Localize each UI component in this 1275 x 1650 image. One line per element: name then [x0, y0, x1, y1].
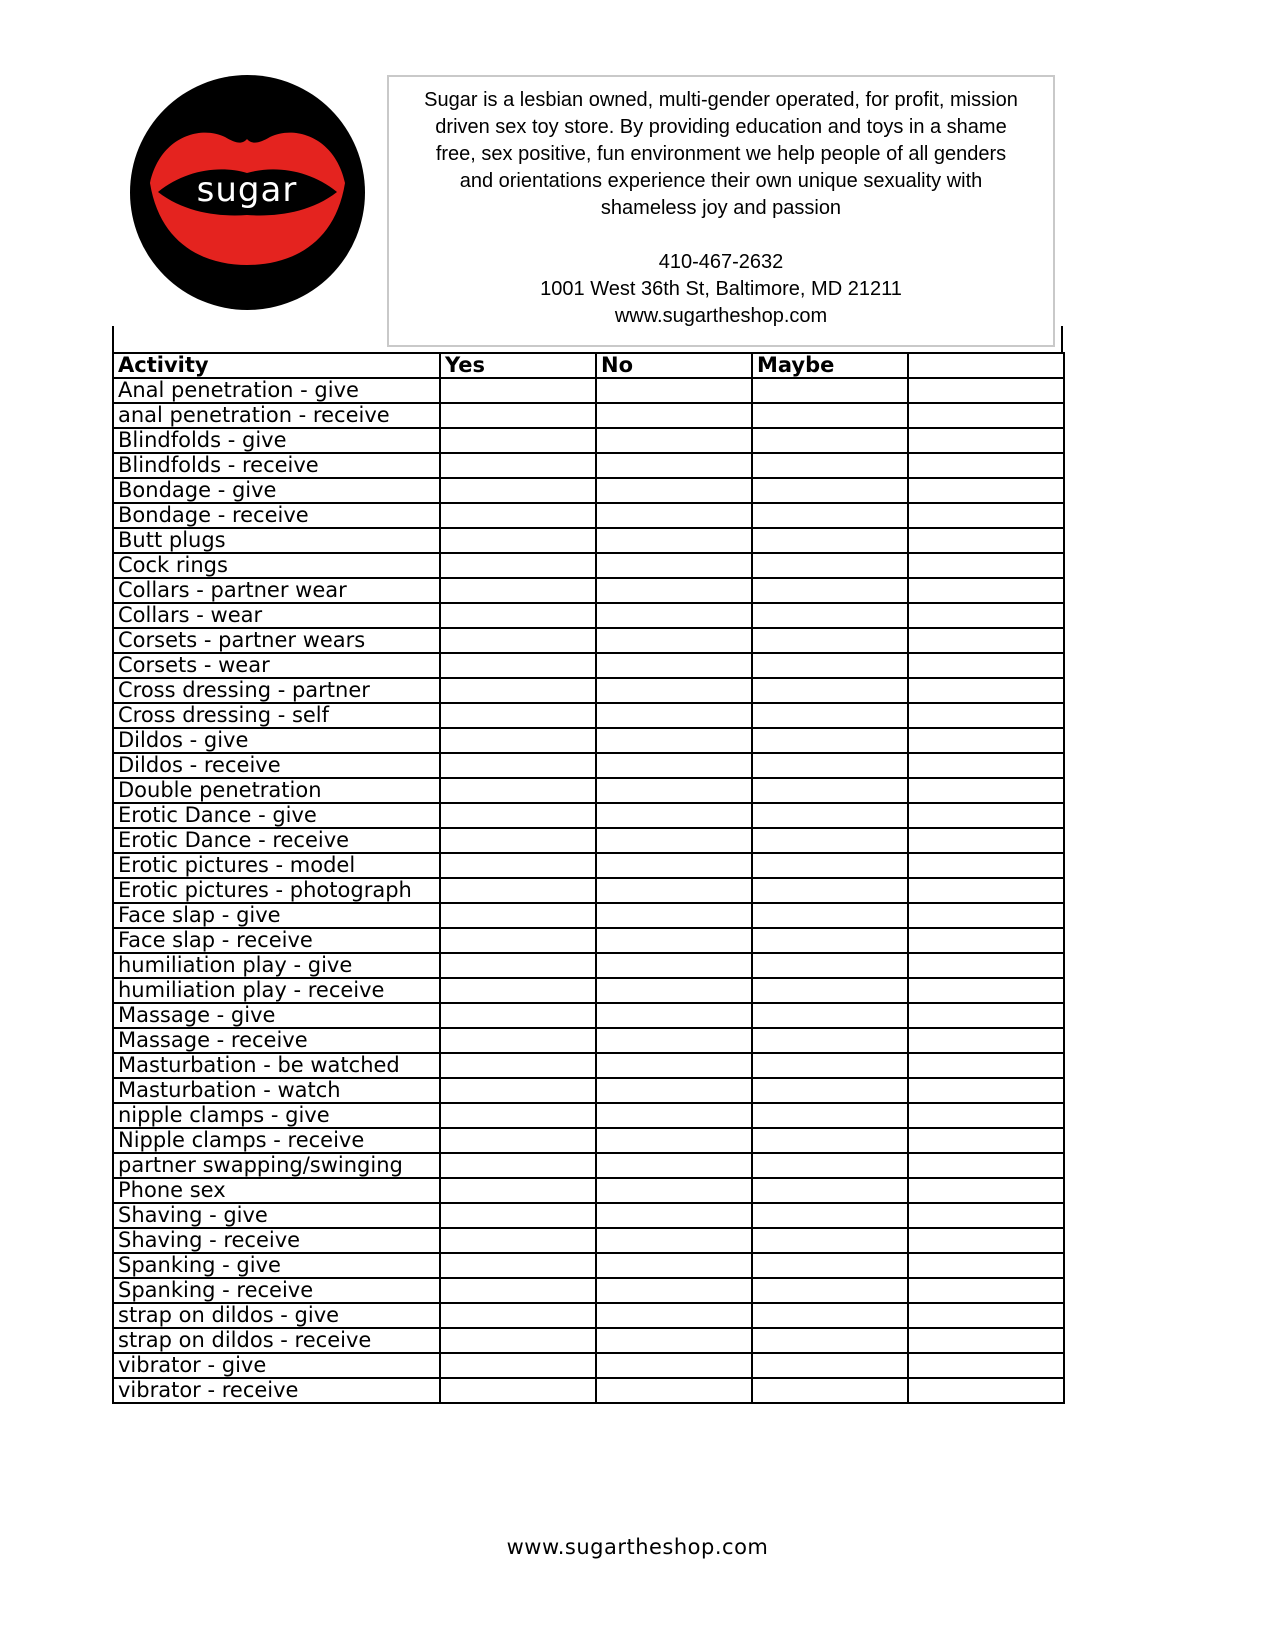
- table-row: [113, 803, 1064, 828]
- blank-cell[interactable]: [908, 678, 1064, 703]
- table-border-stub: [112, 326, 114, 353]
- mission-line: free, sex positive, fun environment we help people of all genders: [435, 143, 1007, 165]
- maybe-cell[interactable]: [752, 553, 908, 578]
- activity-cell: Cross dressing - self: [113, 703, 440, 728]
- activity-cell: Dildos - receive: [113, 753, 440, 778]
- no-cell[interactable]: [596, 1353, 752, 1378]
- yes-cell[interactable]: [440, 928, 596, 953]
- no-cell[interactable]: [596, 378, 752, 403]
- maybe-cell[interactable]: [752, 503, 908, 528]
- table-row: [113, 478, 1064, 503]
- mission-line: and orientations experience their own unique sexuality with: [459, 170, 983, 192]
- activity-cell: Blindfolds - give: [113, 428, 440, 453]
- no-cell[interactable]: [596, 1153, 752, 1178]
- no-cell[interactable]: [596, 1053, 752, 1078]
- blank-cell[interactable]: [908, 703, 1064, 728]
- blank-cell[interactable]: [908, 753, 1064, 778]
- yes-cell[interactable]: [440, 1253, 596, 1278]
- blank-cell[interactable]: [908, 528, 1064, 553]
- activity-checklist-table: [112, 352, 1065, 1404]
- table-row: [113, 453, 1064, 478]
- no-cell[interactable]: [596, 728, 752, 753]
- no-cell[interactable]: [596, 1128, 752, 1153]
- blank-cell[interactable]: [908, 1228, 1064, 1253]
- footer-website[interactable]: www.sugartheshop.com: [506, 1535, 769, 1559]
- maybe-cell[interactable]: [752, 1303, 908, 1328]
- activity-cell: Dildos - give: [113, 728, 440, 753]
- table-row: [113, 428, 1064, 453]
- table-row: [113, 1178, 1064, 1203]
- yes-cell[interactable]: [440, 803, 596, 828]
- maybe-cell[interactable]: [752, 753, 908, 778]
- maybe-cell[interactable]: [752, 853, 908, 878]
- yes-cell[interactable]: [440, 578, 596, 603]
- activity-cell: Erotic pictures - model: [113, 853, 440, 878]
- blank-cell[interactable]: [908, 853, 1064, 878]
- blank-cell[interactable]: [908, 1003, 1064, 1028]
- table-row: [113, 653, 1064, 678]
- blank-cell[interactable]: [908, 653, 1064, 678]
- blank-cell[interactable]: [908, 878, 1064, 903]
- yes-cell[interactable]: [440, 903, 596, 928]
- yes-cell[interactable]: [440, 1278, 596, 1303]
- yes-cell[interactable]: [440, 778, 596, 803]
- no-cell[interactable]: [596, 1228, 752, 1253]
- no-cell[interactable]: [596, 628, 752, 653]
- no-cell[interactable]: [596, 753, 752, 778]
- no-cell[interactable]: [596, 1203, 752, 1228]
- activity-cell: Massage - give: [113, 1003, 440, 1028]
- activity-cell: Masturbation - be watched: [113, 1053, 440, 1078]
- activity-cell: Butt plugs: [113, 528, 440, 553]
- maybe-cell[interactable]: [752, 1153, 908, 1178]
- activity-cell: Bondage - give: [113, 478, 440, 503]
- header-blank: [908, 353, 1064, 378]
- maybe-cell[interactable]: [752, 1203, 908, 1228]
- table-row: [113, 1053, 1064, 1078]
- blank-cell[interactable]: [908, 1028, 1064, 1053]
- blank-cell[interactable]: [908, 1103, 1064, 1128]
- blank-cell[interactable]: [908, 1378, 1064, 1403]
- maybe-cell[interactable]: [752, 828, 908, 853]
- yes-cell[interactable]: [440, 528, 596, 553]
- activity-cell: Phone sex: [113, 1178, 440, 1203]
- maybe-cell[interactable]: [752, 1003, 908, 1028]
- no-cell[interactable]: [596, 1328, 752, 1353]
- table-row: [113, 1303, 1064, 1328]
- blank-cell[interactable]: [908, 1203, 1064, 1228]
- blank-cell[interactable]: [908, 978, 1064, 1003]
- table-row: [113, 903, 1064, 928]
- table-row: [113, 1128, 1064, 1153]
- activity-cell: strap on dildos - receive: [113, 1328, 440, 1353]
- yes-cell[interactable]: [440, 1003, 596, 1028]
- yes-cell[interactable]: [440, 1378, 596, 1403]
- maybe-cell[interactable]: [752, 1228, 908, 1253]
- yes-cell[interactable]: [440, 1078, 596, 1103]
- activity-cell: partner swapping/swinging: [113, 1153, 440, 1178]
- table-row: [113, 928, 1064, 953]
- blank-cell[interactable]: [908, 428, 1064, 453]
- blank-cell[interactable]: [908, 578, 1064, 603]
- yes-cell[interactable]: [440, 378, 596, 403]
- maybe-cell[interactable]: [752, 1178, 908, 1203]
- street-address: 1001 West 36th St, Baltimore, MD 21211: [540, 278, 902, 300]
- yes-cell[interactable]: [440, 1228, 596, 1253]
- yes-cell[interactable]: [440, 1103, 596, 1128]
- no-cell[interactable]: [596, 1078, 752, 1103]
- yes-cell[interactable]: [440, 478, 596, 503]
- logo-text: sugar: [196, 170, 298, 210]
- blank-cell[interactable]: [908, 553, 1064, 578]
- blank-cell[interactable]: [908, 453, 1064, 478]
- maybe-cell[interactable]: [752, 1253, 908, 1278]
- blank-cell[interactable]: [908, 953, 1064, 978]
- table-row: [113, 753, 1064, 778]
- maybe-cell[interactable]: [752, 953, 908, 978]
- activity-cell: Corsets - wear: [113, 653, 440, 678]
- yes-cell[interactable]: [440, 853, 596, 878]
- activity-cell: Shaving - give: [113, 1203, 440, 1228]
- no-cell[interactable]: [596, 953, 752, 978]
- blank-cell[interactable]: [908, 1303, 1064, 1328]
- blank-cell[interactable]: [908, 903, 1064, 928]
- maybe-cell[interactable]: [752, 928, 908, 953]
- no-cell[interactable]: [596, 1253, 752, 1278]
- table-row: [113, 678, 1064, 703]
- table-row: [113, 1228, 1064, 1253]
- table-row: [113, 1078, 1064, 1103]
- activity-cell: Nipple clamps - receive: [113, 1128, 440, 1153]
- maybe-cell[interactable]: [752, 628, 908, 653]
- no-cell[interactable]: [596, 828, 752, 853]
- no-cell[interactable]: [596, 1178, 752, 1203]
- no-cell[interactable]: [596, 603, 752, 628]
- blank-cell[interactable]: [908, 928, 1064, 953]
- activity-cell: Bondage - receive: [113, 503, 440, 528]
- activity-cell: vibrator - give: [113, 1353, 440, 1378]
- maybe-cell[interactable]: [752, 528, 908, 553]
- yes-cell[interactable]: [440, 828, 596, 853]
- blank-cell[interactable]: [908, 778, 1064, 803]
- yes-cell[interactable]: [440, 1353, 596, 1378]
- maybe-cell[interactable]: [752, 478, 908, 503]
- maybe-cell[interactable]: [752, 778, 908, 803]
- activity-cell: anal penetration - receive: [113, 403, 440, 428]
- blank-cell[interactable]: [908, 1128, 1064, 1153]
- yes-cell[interactable]: [440, 628, 596, 653]
- lips-logo-icon: [130, 75, 365, 310]
- activity-cell: Collars - wear: [113, 603, 440, 628]
- yes-cell[interactable]: [440, 603, 596, 628]
- blank-cell[interactable]: [908, 803, 1064, 828]
- activity-cell: Corsets - partner wears: [113, 628, 440, 653]
- no-cell[interactable]: [596, 878, 752, 903]
- yes-cell[interactable]: [440, 403, 596, 428]
- yes-cell[interactable]: [440, 978, 596, 1003]
- no-cell[interactable]: [596, 1278, 752, 1303]
- activity-cell: vibrator - receive: [113, 1378, 440, 1403]
- no-cell[interactable]: [596, 478, 752, 503]
- activity-cell: Collars - partner wear: [113, 578, 440, 603]
- table-row: [113, 728, 1064, 753]
- table-row: [113, 1153, 1064, 1178]
- header-yes: Yes: [440, 353, 596, 378]
- activity-cell: Blindfolds - receive: [113, 453, 440, 478]
- blank-cell[interactable]: [908, 1178, 1064, 1203]
- no-cell[interactable]: [596, 978, 752, 1003]
- header-activity: Activity: [113, 353, 440, 378]
- yes-cell[interactable]: [440, 1303, 596, 1328]
- table-row: [113, 403, 1064, 428]
- header-maybe: Maybe: [752, 353, 908, 378]
- maybe-cell[interactable]: [752, 878, 908, 903]
- maybe-cell[interactable]: [752, 678, 908, 703]
- sugar-logo: [130, 75, 365, 310]
- activity-cell: Face slap - give: [113, 903, 440, 928]
- blank-cell[interactable]: [908, 1053, 1064, 1078]
- table-row: [113, 1028, 1064, 1053]
- maybe-cell[interactable]: [752, 1278, 908, 1303]
- table-row: [113, 628, 1064, 653]
- no-cell[interactable]: [596, 553, 752, 578]
- table-row: [113, 1003, 1064, 1028]
- mission-statement: [389, 87, 1053, 222]
- yes-cell[interactable]: [440, 1153, 596, 1178]
- phone-number: 410-467-2632: [658, 251, 784, 273]
- blank-cell[interactable]: [908, 503, 1064, 528]
- header-no: No: [596, 353, 752, 378]
- activity-cell: Massage - receive: [113, 1028, 440, 1053]
- maybe-cell[interactable]: [752, 653, 908, 678]
- blank-cell[interactable]: [908, 1253, 1064, 1278]
- activity-cell: strap on dildos - give: [113, 1303, 440, 1328]
- table-row: [113, 1278, 1064, 1303]
- no-cell[interactable]: [596, 903, 752, 928]
- maybe-cell[interactable]: [752, 603, 908, 628]
- blank-cell[interactable]: [908, 1278, 1064, 1303]
- activity-cell: Shaving - receive: [113, 1228, 440, 1253]
- yes-cell[interactable]: [440, 1178, 596, 1203]
- maybe-cell[interactable]: [752, 1103, 908, 1128]
- table-row: [113, 603, 1064, 628]
- table-row: [113, 578, 1064, 603]
- mission-line: Sugar is a lesbian owned, multi-gender operated, for profit, mission: [424, 89, 1018, 111]
- no-cell[interactable]: [596, 453, 752, 478]
- no-cell[interactable]: [596, 1028, 752, 1053]
- no-cell[interactable]: [596, 803, 752, 828]
- no-cell[interactable]: [596, 1303, 752, 1328]
- blank-cell[interactable]: [908, 378, 1064, 403]
- maybe-cell[interactable]: [752, 1328, 908, 1353]
- table-row: [113, 1103, 1064, 1128]
- yes-cell[interactable]: [440, 1128, 596, 1153]
- table-row: [113, 978, 1064, 1003]
- maybe-cell[interactable]: [752, 703, 908, 728]
- no-cell[interactable]: [596, 403, 752, 428]
- maybe-cell[interactable]: [752, 1053, 908, 1078]
- blank-cell[interactable]: [908, 478, 1064, 503]
- no-cell[interactable]: [596, 928, 752, 953]
- yes-cell[interactable]: [440, 503, 596, 528]
- blank-cell[interactable]: [908, 1353, 1064, 1378]
- activity-cell: Masturbation - watch: [113, 1078, 440, 1103]
- activity-cell: Erotic Dance - receive: [113, 828, 440, 853]
- maybe-cell[interactable]: [752, 1078, 908, 1103]
- no-cell[interactable]: [596, 778, 752, 803]
- yes-cell[interactable]: [440, 1053, 596, 1078]
- activity-cell: Cock rings: [113, 553, 440, 578]
- mission-line: shameless joy and passion: [600, 197, 842, 219]
- table-row: [113, 503, 1064, 528]
- no-cell[interactable]: [596, 1378, 752, 1403]
- maybe-cell[interactable]: [752, 1128, 908, 1153]
- activity-cell: Anal penetration - give: [113, 378, 440, 403]
- table-row: [113, 1328, 1064, 1353]
- activity-cell: Erotic Dance - give: [113, 803, 440, 828]
- no-cell[interactable]: [596, 1003, 752, 1028]
- blank-cell[interactable]: [908, 1078, 1064, 1103]
- maybe-cell[interactable]: [752, 578, 908, 603]
- table-row: [113, 378, 1064, 403]
- no-cell[interactable]: [596, 578, 752, 603]
- maybe-cell[interactable]: [752, 1353, 908, 1378]
- maybe-cell[interactable]: [752, 378, 908, 403]
- activity-cell: Double penetration: [113, 778, 440, 803]
- maybe-cell[interactable]: [752, 403, 908, 428]
- no-cell[interactable]: [596, 703, 752, 728]
- maybe-cell[interactable]: [752, 453, 908, 478]
- yes-cell[interactable]: [440, 678, 596, 703]
- maybe-cell[interactable]: [752, 978, 908, 1003]
- table-row: [113, 1253, 1064, 1278]
- table-row: [113, 828, 1064, 853]
- no-cell[interactable]: [596, 678, 752, 703]
- table-row: [113, 528, 1064, 553]
- table-row: [113, 778, 1064, 803]
- yes-cell[interactable]: [440, 1203, 596, 1228]
- store-info-box: [387, 75, 1055, 347]
- table-header-row: [113, 353, 1064, 378]
- blank-cell[interactable]: [908, 603, 1064, 628]
- table-row: [113, 1203, 1064, 1228]
- activity-cell: humiliation play - receive: [113, 978, 440, 1003]
- table-row: [113, 953, 1064, 978]
- no-cell[interactable]: [596, 428, 752, 453]
- maybe-cell[interactable]: [752, 728, 908, 753]
- table-border-stub: [1061, 326, 1063, 353]
- maybe-cell[interactable]: [752, 803, 908, 828]
- maybe-cell[interactable]: [752, 1378, 908, 1403]
- maybe-cell[interactable]: [752, 428, 908, 453]
- activity-cell: Spanking - receive: [113, 1278, 440, 1303]
- yes-cell[interactable]: [440, 453, 596, 478]
- yes-cell[interactable]: [440, 703, 596, 728]
- activity-cell: Cross dressing - partner: [113, 678, 440, 703]
- website-link[interactable]: www.sugartheshop.com: [614, 305, 828, 327]
- table-row: [113, 1378, 1064, 1403]
- table-row: [113, 853, 1064, 878]
- no-cell[interactable]: [596, 503, 752, 528]
- no-cell[interactable]: [596, 1103, 752, 1128]
- activity-cell: nipple clamps - give: [113, 1103, 440, 1128]
- blank-cell[interactable]: [908, 1153, 1064, 1178]
- no-cell[interactable]: [596, 653, 752, 678]
- blank-cell[interactable]: [908, 728, 1064, 753]
- blank-cell[interactable]: [908, 628, 1064, 653]
- table-row: [113, 703, 1064, 728]
- activity-cell: Erotic pictures - photograph: [113, 878, 440, 903]
- table-row: [113, 1353, 1064, 1378]
- yes-cell[interactable]: [440, 728, 596, 753]
- yes-cell[interactable]: [440, 1028, 596, 1053]
- maybe-cell[interactable]: [752, 903, 908, 928]
- yes-cell[interactable]: [440, 553, 596, 578]
- blank-cell[interactable]: [908, 828, 1064, 853]
- no-cell[interactable]: [596, 853, 752, 878]
- activity-cell: humiliation play - give: [113, 953, 440, 978]
- yes-cell[interactable]: [440, 878, 596, 903]
- maybe-cell[interactable]: [752, 1028, 908, 1053]
- activity-cell: Face slap - receive: [113, 928, 440, 953]
- contact-info: [389, 249, 1053, 330]
- no-cell[interactable]: [596, 528, 752, 553]
- table-row: [113, 553, 1064, 578]
- yes-cell[interactable]: [440, 428, 596, 453]
- yes-cell[interactable]: [440, 653, 596, 678]
- table-row: [113, 878, 1064, 903]
- blank-cell[interactable]: [908, 1328, 1064, 1353]
- mission-line: driven sex toy store. By providing education and toys in a shame: [435, 116, 1007, 138]
- yes-cell[interactable]: [440, 753, 596, 778]
- yes-cell[interactable]: [440, 1328, 596, 1353]
- activity-cell: Spanking - give: [113, 1253, 440, 1278]
- activity-rows: [113, 378, 1064, 1403]
- blank-cell[interactable]: [908, 403, 1064, 428]
- yes-cell[interactable]: [440, 953, 596, 978]
